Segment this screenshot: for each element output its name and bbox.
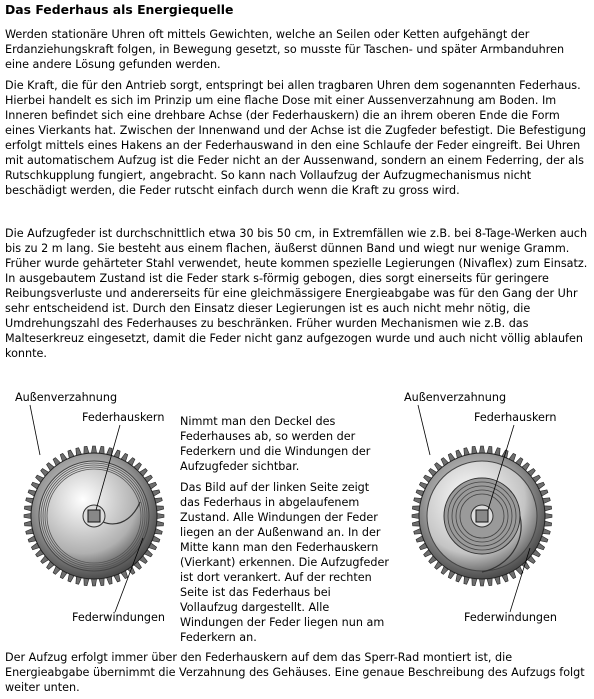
label-outer-teeth-right: Außenverzahnung [404,391,507,404]
deckel-paragraph: Nimmt man den Deckel des Federhauses ab, so werden der Federkern und die Windungen der Aufzugfeder sichtbar. [180,415,371,473]
label-windings-left: Federwindungen [72,611,165,624]
label-core-right: Federhauskern [474,411,557,424]
page-title: Das Federhaus als Energiequelle [5,2,234,17]
aufzugfeder-paragraph: Die Aufzugfeder ist durchschnittlich etwa 30 bis 50 cm, in Extremfällen wie z.B. bei 8-Tage-Werken auch bis zu 2 m lang. Sie besteht aus einem flachen, äußerst dünnen Band und wiegt nur wenige Gramm. Früher wurde gehärteter Stahl verwendet, heute kommen spezielle Legierungen (Nivaflex) zum Einsatz. In ausgebautem Zustand ist die Feder stark s-förmig gebogen, dies sorgt einerseits für geringere Reibungsverluste und andererseits für eine gleichmässigere Energieabgabe was für den Gang der Uhr sehr entscheidend ist. Durch den Einsatz dieser Legierungen ist es auch nicht mehr nötig, die Umdrehungszahl des Federhauses zu beschränken. Früher wurden Mechanismen wie z.B. das Malteserkreuz eingesetzt, damit die Feder nicht ganz aufgezogen wurde und auch nicht völlig ablaufen konnte. [5,227,588,360]
bild-paragraph: Das Bild auf der linken Seite zeigt das Federhaus in abgelaufenem Zustand. Alle Windungen der Feder liegen an der Außenwand an. In der Mitte kann man den Federhauskern (Vierkant) erkennen. Die Aufzugfeder ist dort verankert. Auf der rechten Seite ist das Federhaus bei Vollaufzug dargestellt. Alle Windungen der Feder liegen nun am Federkern an. [180,481,389,644]
sperrrad-paragraph: Der Aufzug erfolgt immer über den Federhauskern auf dem das Sperr-Rad montiert ist, die Energieabgabe übernimmt die Verzahnung des Gehäuses. Eine genaue Beschreibung des Aufzugs folgt weiter unten. [5,651,585,694]
label-core-left: Federhauskern [82,411,165,424]
kraft-paragraph: Die Kraft, die für den Antrieb sorgt, entspringt bei allen tragbaren Uhren dem sogenannten Federhaus. Hierbei handelt es sich im Prinzip um eine flache Dose mit einer Aussenverzahnung am Boden. Im Inneren befindet sich eine drehbare Achse (der Federhauskern) die an ihrem oberen Ende die Form eines Vierkants hat. Zwischen der Innenwand und der Achse ist die Zugfeder befestigt. Die Befestigung erfolgt mittels eines Hakens an der Federhauswand in den eine Schlaufe der Feder eingreift. Bei Uhren mit automatischem Aufzug ist die Feder nicht an der Aussenwand, sondern an einem Federring, der als Rutschkupplung fungiert, angebracht. So kann nach Vollaufzug der Aufzugmechanismus nicht beschädigt werden, die Feder rutscht einfach durch wenn die Kraft zu gross wird. [5,79,586,197]
label-outer-teeth-left: Außenverzahnung [15,391,118,404]
intro-paragraph: Werden stationäre Uhren oft mittels Gewichten, welche an Seilen oder Ketten aufgehängt der Erdanziehungskraft folgen, in Bewegung gesetzt, so musste für Taschen- und später Armbanduhren eine andere Lösung gefunden werden. [5,28,565,71]
label-windings-right: Federwindungen [464,611,557,624]
